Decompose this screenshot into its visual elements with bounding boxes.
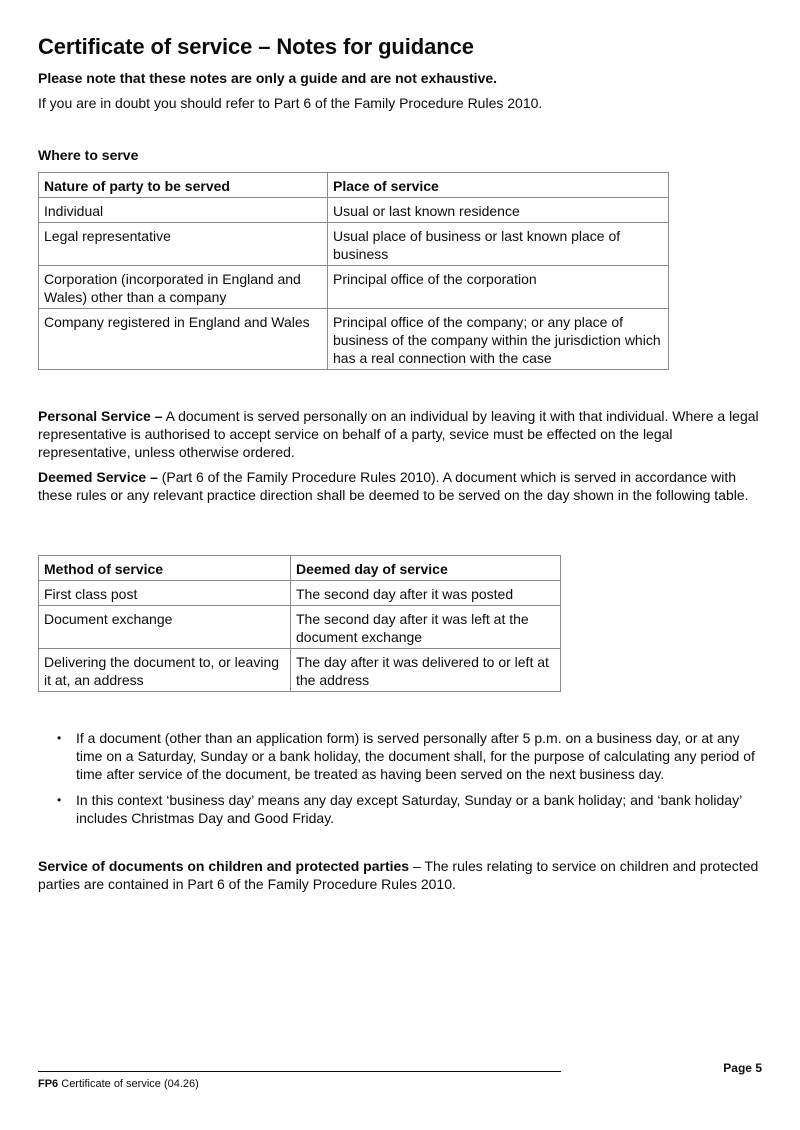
table-cell: The day after it was delivered to or left at the address [291,649,561,692]
personal-service-paragraph [38,407,764,461]
table-row [39,198,669,223]
form-code: FP6 [38,1078,59,1090]
where-to-serve-heading: Where to serve [38,147,139,163]
bullet-icon: • [57,793,62,807]
table-header-row [39,173,669,198]
table-row [39,606,561,649]
form-reference [38,1078,199,1090]
table-cell: Usual or last known residence [328,198,669,223]
personal-service-text: A document is served personally on an individual by leaving it with that individual. Where a legal representative is authorised to accept service on behalf of a party, sevice must be effected on the legal representative, unless otherwise ordered. [38,408,759,460]
table-row [39,309,669,370]
children-service-paragraph [38,857,764,893]
table-cell: Usual place of business or last known place of business [328,223,669,266]
table-cell: Delivering the document to, or leaving it at, an address [39,649,291,692]
table-header-row [39,556,561,581]
table-cell: The second day after it was left at the document exchange [291,606,561,649]
table-cell: First class post [39,581,291,606]
list-item [38,729,764,783]
personal-service-label: Personal Service – [38,408,163,424]
table-cell: Document exchange [39,606,291,649]
list-item [38,791,764,827]
deemed-service-table [38,555,561,692]
table-cell: The second day after it was posted [291,581,561,606]
table-cell: Corporation (incorporated in England and Wales) other than a company [39,266,328,309]
footer-divider [38,1071,561,1072]
table-cell: Individual [39,198,328,223]
children-service-label: Service of documents on children and protected parties [38,858,410,874]
list-item-text: In this context ‘business day’ means any day except Saturday, Sunday or a bank holiday; and ‘bank holiday’ includes Christmas Day and Good Friday. [76,792,742,826]
column-header: Place of service [328,173,669,198]
form-name: Certificate of service (04.26) [58,1078,199,1090]
table-cell: Legal representative [39,223,328,266]
deemed-service-text: (Part 6 of the Family Procedure Rules 2010). A document which is served in accordance with these rules or any relevant practice direction shall be deemed to be served on the day shown in the following table. [38,469,749,503]
column-header: Nature of party to be served [39,173,328,198]
deemed-service-label: Deemed Service – [38,469,158,485]
children-service-text: – The rules relating to service on children and protected parties are contained in Part 6 of the Family Procedure Rules 2010. [38,858,759,892]
column-header: Method of service [39,556,291,581]
page-number: Page 5 [723,1061,762,1075]
page-title: Certificate of service – Notes for guidance [38,34,474,59]
intro-text: If you are in doubt you should refer to Part 6 of the Family Procedure Rules 2010. [38,95,543,111]
where-to-serve-table [38,172,669,370]
table-cell: Principal office of the corporation [328,266,669,309]
guidance-disclaimer: Please note that these notes are only a guide and are not exhaustive. [38,70,498,86]
table-row [39,581,561,606]
table-row [39,649,561,692]
table-cell: Principal office of the company; or any place of business of the company within the jurisdiction which has a real connection with the case [328,309,669,370]
bullet-icon: • [57,731,62,745]
table-cell: Company registered in England and Wales [39,309,328,370]
table-row [39,266,669,309]
list-item-text: If a document (other than an application form) is served personally after 5 p.m. on a business day, or at any time on a Saturday, Sunday or a bank holiday, the document shall, for the purpose of calculating any period of time after service of the document, be treated as having been served on the next business day. [76,730,755,782]
deemed-service-paragraph [38,468,764,504]
table-row [39,223,669,266]
column-header: Deemed day of service [291,556,561,581]
business-day-notes [38,729,764,835]
